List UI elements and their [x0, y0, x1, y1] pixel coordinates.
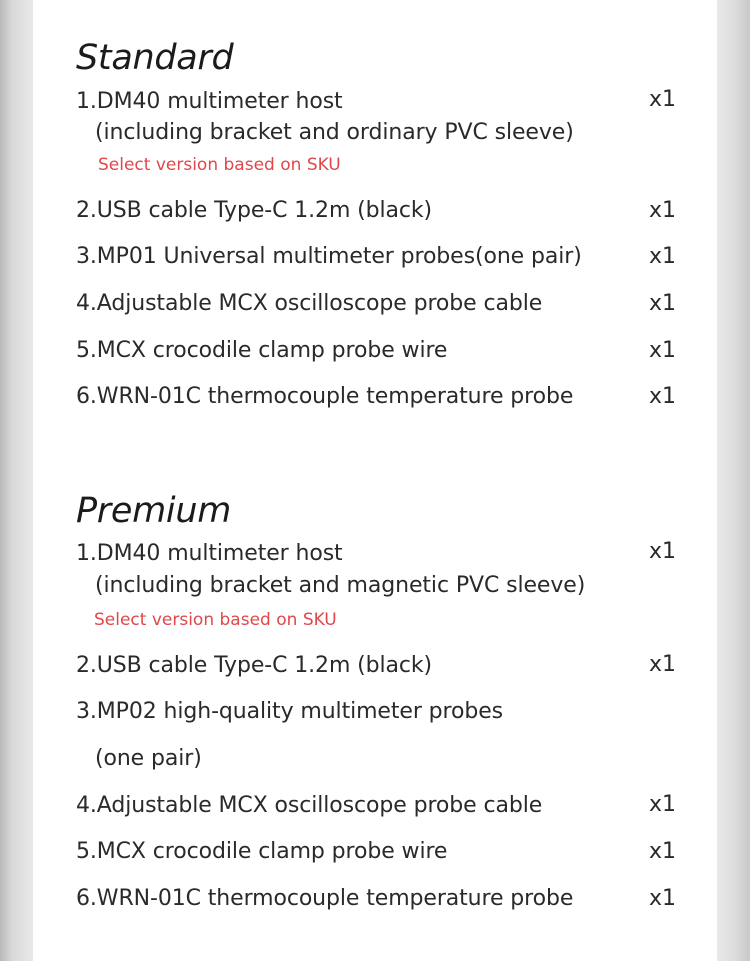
standard-item-4-name: 4.Adjustable MCX oscilloscope probe cable	[76, 291, 543, 316]
standard-item-2-name: 2.USB cable Type-C 1.2m (black)	[76, 198, 433, 223]
standard-item-6-qty: x1	[649, 384, 677, 409]
standard-item-5-qty: x1	[649, 338, 677, 363]
premium-item-2-qty: x1	[649, 652, 677, 677]
standard-item-5-name: 5.MCX crocodile clamp probe wire	[76, 338, 448, 363]
standard-item-3-qty: x1	[649, 244, 677, 269]
standard-item-6-name: 6.WRN-01C thermocouple temperature probe	[76, 384, 574, 409]
premium-item-1-name: 1.DM40 multimeter host	[76, 541, 343, 566]
premium-item-1-sku-note: Select version based on SKU	[94, 610, 337, 630]
premium-item-4-qty: x1	[649, 792, 677, 817]
standard-item-1-name: 1.DM40 multimeter host	[76, 89, 343, 114]
standard-item-4-qty: x1	[649, 291, 677, 316]
premium-item-5-name: 5.MCX crocodile clamp probe wire	[76, 839, 448, 864]
premium-item-3-name: 3.MP02 high-quality multimeter probes	[76, 699, 504, 724]
premium-item-2-name: 2.USB cable Type-C 1.2m (black)	[76, 653, 433, 678]
standard-item-1-detail: (including bracket and ordinary PVC sleeve)	[95, 120, 574, 145]
premium-item-6-qty: x1	[649, 886, 677, 911]
standard-title: Standard	[76, 38, 234, 78]
standard-item-3-name: 3.MP01 Universal multimeter probes(one pair)	[76, 244, 582, 269]
standard-item-2-qty: x1	[649, 198, 677, 223]
standard-item-1-sku-note: Select version based on SKU	[98, 155, 341, 175]
premium-item-5-qty: x1	[649, 839, 677, 864]
premium-item-1-qty: x1	[649, 539, 677, 564]
premium-title: Premium	[76, 491, 232, 531]
premium-item-1-detail: (including bracket and magnetic PVC sleeve)	[95, 573, 586, 598]
standard-item-1-qty: x1	[649, 87, 677, 112]
premium-item-3-detail: (one pair)	[95, 746, 202, 771]
premium-item-6-name: 6.WRN-01C thermocouple temperature probe	[76, 886, 574, 911]
package-list-card	[33, 0, 717, 961]
premium-item-4-name: 4.Adjustable MCX oscilloscope probe cable	[76, 793, 543, 818]
